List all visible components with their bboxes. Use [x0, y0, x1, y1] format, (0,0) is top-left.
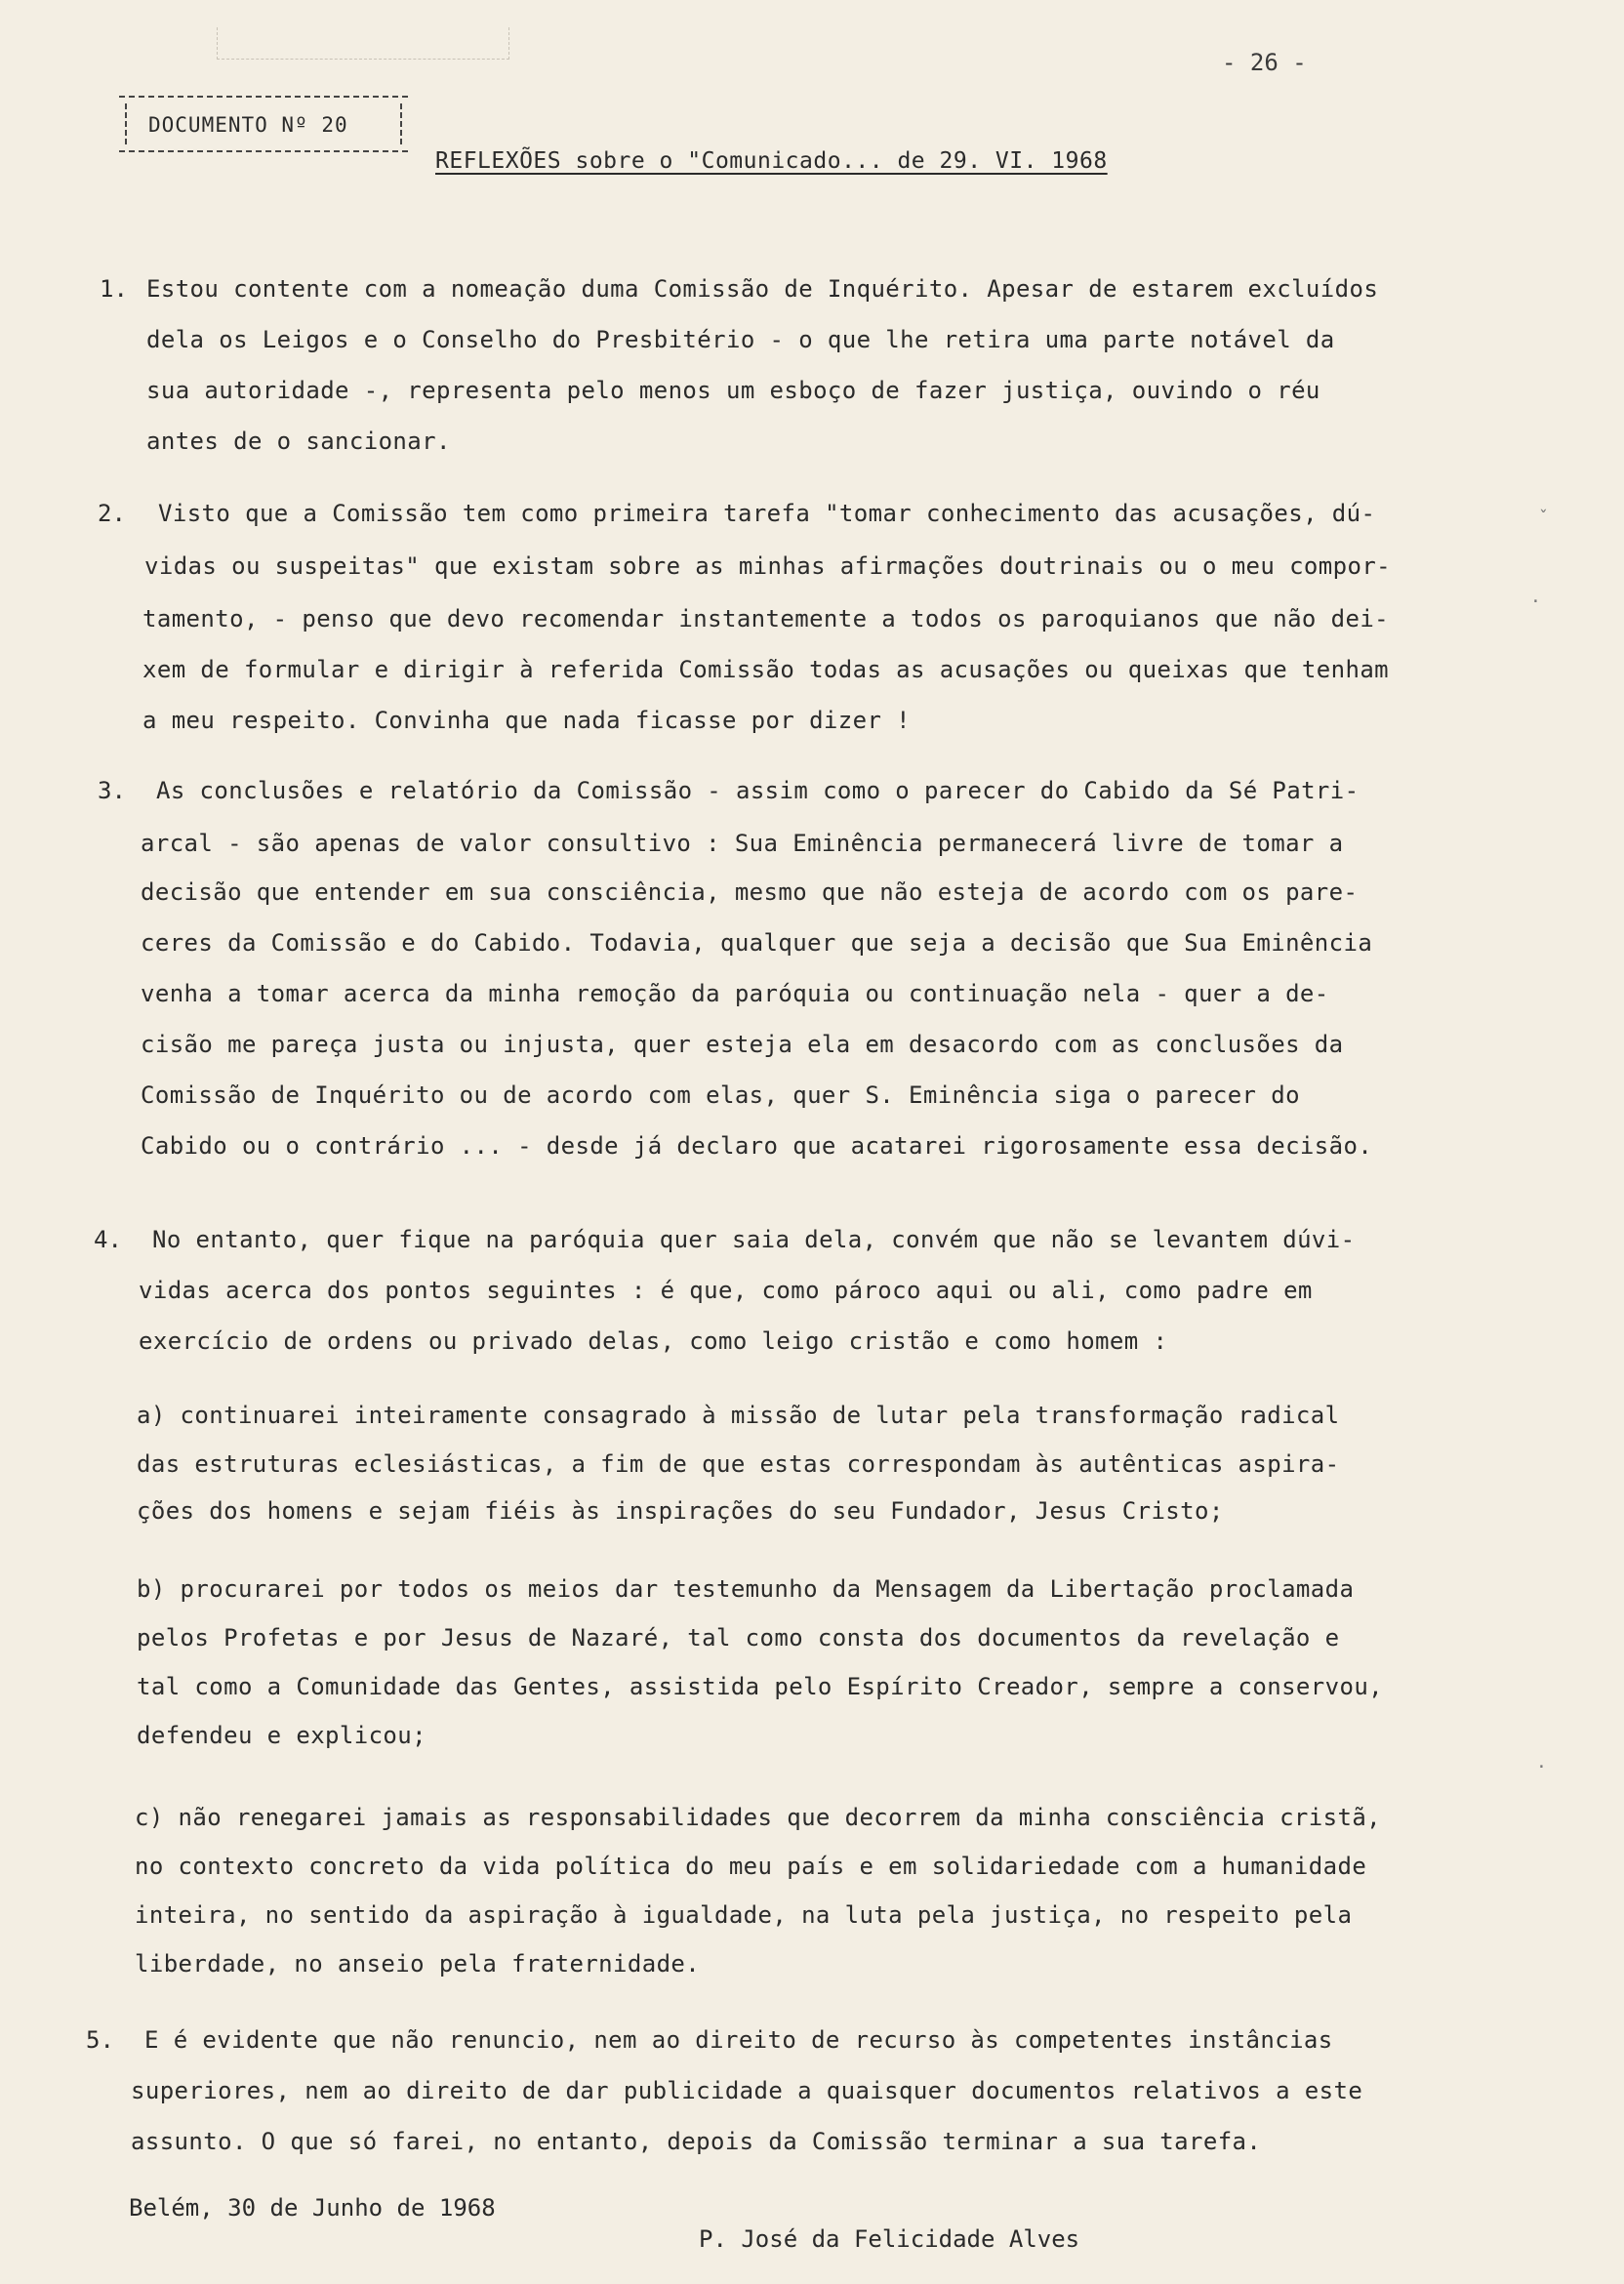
paragraph-line: tal como a Comunidade das Gentes, assistida pelo Espírito Creador, sempre a conservou, — [137, 1673, 1384, 1700]
paragraph-line: vidas ou suspeitas" que existam sobre as minhas afirmações doutrinais ou o meu compor- — [144, 552, 1392, 580]
paragraph-line: dela os Leigos e o Conselho do Presbitério - o que lhe retira uma parte notável da — [146, 326, 1335, 353]
document-label-box — [119, 96, 408, 152]
paragraph-number: 5. — [86, 2026, 114, 2054]
paragraph-line: venha a tomar acerca da minha remoção da paróquia ou continuação nela - quer a de- — [141, 980, 1329, 1007]
page-number: - 26 - — [1222, 49, 1307, 76]
document-heading: REFLEXÕES sobre o "Comunicado... de 29. VI. 1968 — [435, 148, 1108, 174]
paragraph-line: pelos Profetas e por Jesus de Nazaré, tal como consta dos documentos da revelação e — [137, 1624, 1340, 1652]
paragraph-line: das estruturas eclesiásticas, a fim de que estas correspondam às autênticas aspira- — [137, 1450, 1340, 1478]
faint-stamp-outline — [217, 27, 509, 60]
paragraph-line: No entanto, quer fique na paróquia quer saia dela, convém que não se levantem dúvi- — [152, 1226, 1356, 1253]
paragraph-line: c) não renegarei jamais as responsabilidades que decorrem da minha consciência cristã, — [135, 1804, 1382, 1831]
paragraph-line: liberdade, no anseio pela fraternidade. — [135, 1950, 701, 1978]
paragraph-line: As conclusões e relatório da Comissão - assim como o parecer do Cabido da Sé Patri- — [156, 777, 1360, 804]
paragraph-line: ções dos homens e sejam fiéis às inspirações do seu Fundador, Jesus Cristo; — [137, 1497, 1224, 1525]
paragraph-line: exercício de ordens ou privado delas, como leigo cristão e como homem : — [139, 1327, 1168, 1355]
paragraph-line: E é evidente que não renuncio, nem ao direito de recurso às competentes instâncias — [144, 2026, 1333, 2054]
place-and-date: Belém, 30 de Junho de 1968 — [129, 2194, 496, 2222]
paragraph-line: antes de o sancionar. — [146, 428, 451, 455]
paragraph-line: a) continuarei inteiramente consagrado à missão de lutar pela transformação radical — [137, 1402, 1340, 1429]
paragraph-line: no contexto concreto da vida política do meu país e em solidariedade com a humanidade — [135, 1853, 1367, 1880]
signature-name: P. José da Felicidade Alves — [699, 2225, 1080, 2253]
paragraph-line: cisão me pareça justa ou injusta, quer esteja ela em desacordo com as conclusões da — [141, 1031, 1344, 1058]
paragraph-line: tamento, - penso que devo recomendar instantemente a todos os paroquianos que não dei- — [142, 605, 1390, 632]
document-label: DOCUMENTO Nº 20 — [148, 113, 348, 137]
paragraph-line: Cabido ou o contrário ... - desde já declaro que acatarei rigorosamente essa decisão. — [141, 1132, 1373, 1160]
paragraph-line: assunto. O que só farei, no entanto, depois da Comissão terminar a sua tarefa. — [131, 2128, 1262, 2155]
paragraph-number: 2. — [98, 500, 126, 527]
paragraph-line: Comissão de Inquérito ou de acordo com elas, quer S. Eminência siga o parecer do — [141, 1081, 1300, 1109]
paragraph-line: a meu respeito. Convinha que nada ficasse por dizer ! — [142, 707, 912, 734]
paragraph-line: inteira, no sentido da aspiração à igualdade, na luta pela justiça, no respeito pela — [135, 1901, 1353, 1929]
paragraph-line: vidas acerca dos pontos seguintes : é que, como pároco aqui ou ali, como padre em — [139, 1277, 1313, 1304]
paragraph-number: 3. — [98, 777, 126, 804]
paragraph-line: xem de formular e dirigir à referida Comissão todas as acusações ou queixas que tenham — [142, 656, 1390, 683]
margin-speck: · — [1536, 1757, 1547, 1777]
paragraph-line: Estou contente com a nomeação duma Comissão de Inquérito. Apesar de estarem excluídos — [146, 275, 1379, 303]
paragraph-number: 1. — [100, 275, 128, 303]
paragraph-number: 4. — [94, 1226, 122, 1253]
paragraph-line: decisão que entender em sua consciência, mesmo que não esteja de acordo com os pare- — [141, 878, 1359, 906]
paragraph-line: arcal - são apenas de valor consultivo : Sua Eminência permanecerá livre de tomar a — [141, 830, 1344, 857]
paragraph-line: b) procurarei por todos os meios dar testemunho da Mensagem da Libertação proclamada — [137, 1575, 1355, 1603]
paragraph-line: Visto que a Comissão tem como primeira tarefa "tomar conhecimento das acusações, dú- — [158, 500, 1376, 527]
margin-speck: ˇ — [1538, 508, 1549, 528]
paragraph-line: superiores, nem ao direito de dar publicidade a quaisquer documentos relativos a este — [131, 2077, 1363, 2104]
paragraph-line: defendeu e explicou; — [137, 1722, 426, 1749]
paragraph-line: ceres da Comissão e do Cabido. Todavia, qualquer que seja a decisão que Sua Eminência — [141, 929, 1373, 957]
margin-speck: · — [1530, 591, 1541, 612]
paragraph-line: sua autoridade -, representa pelo menos um esboço de fazer justiça, ouvindo o réu — [146, 377, 1320, 404]
